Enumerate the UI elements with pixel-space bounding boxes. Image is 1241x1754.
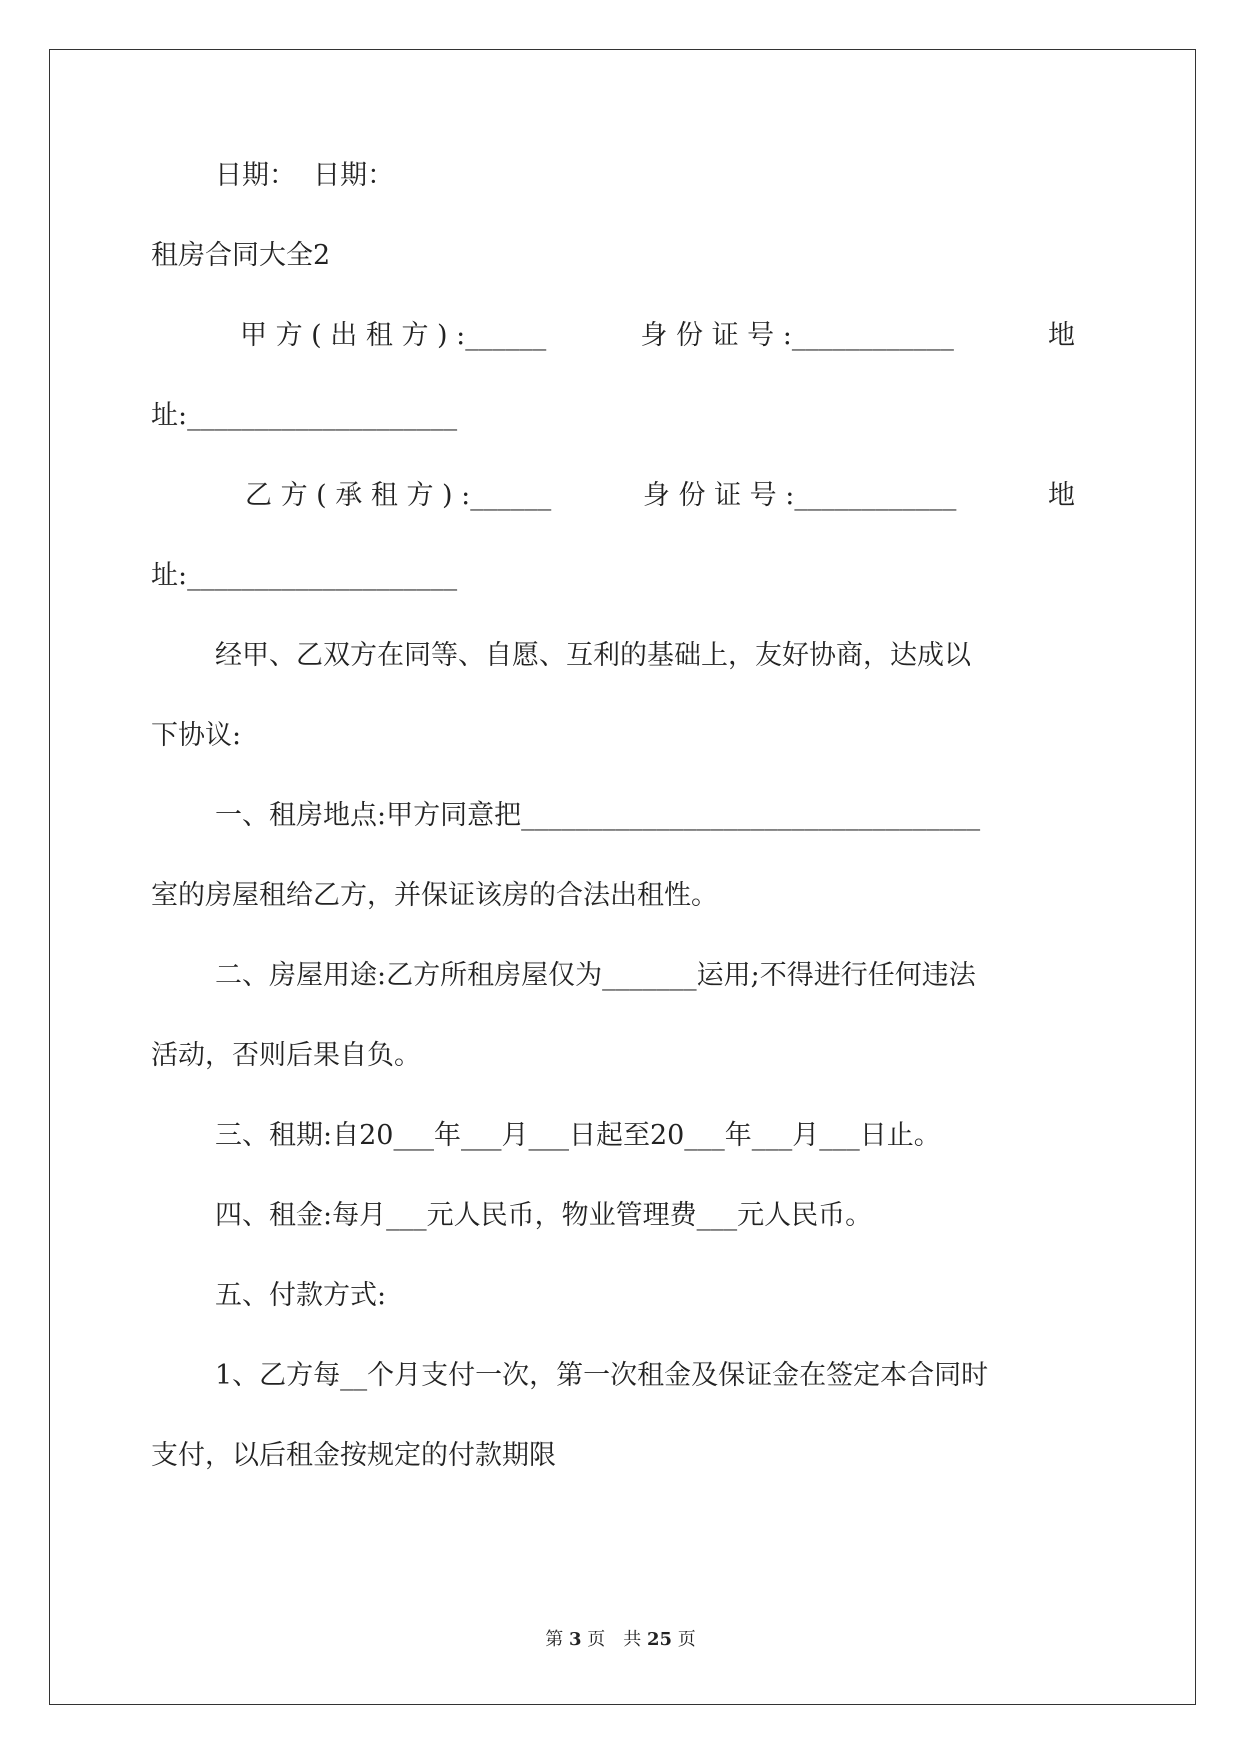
section-title: 租房合同大全2	[151, 240, 331, 271]
footer-page-total: 25	[646, 1629, 673, 1650]
party-b-address: 址:____________________	[151, 560, 458, 591]
footer-page-number: 3	[568, 1629, 582, 1650]
clause-3: 三、租期:自20___年___月___日起至20___年___月___日止。	[215, 1120, 941, 1151]
party-a-line	[240, 316, 1075, 356]
party-a-address: 址:____________________	[151, 400, 458, 431]
clause-4: 四、租金:每月___元人民币，物业管理费___元人民币。	[215, 1200, 873, 1231]
footer-middle: 页 共	[587, 1629, 642, 1650]
page-footer	[0, 1628, 1241, 1652]
clause-5-1-line-1: 1、乙方每__个月支付一次，第一次租金及保证金在签定本合同时	[215, 1360, 989, 1391]
date-line: 日期： 日期：	[215, 160, 395, 191]
clause-1-line-1: 一、租房地点:甲方同意把__________________________________	[215, 800, 981, 831]
clause-5-1-line-2: 支付，以后租金按规定的付款期限	[151, 1440, 556, 1471]
clause-1-line-2: 室的房屋租给乙方，并保证该房的合法出租性。	[151, 880, 718, 911]
party-b-id: 身 份 证 号 :____________	[642, 480, 957, 511]
clause-2-line-2: 活动，否则后果自负。	[151, 1040, 421, 1071]
party-a-addr-start: 地	[1048, 320, 1075, 351]
footer-prefix: 第	[545, 1629, 564, 1650]
party-b-label: 乙 方 ( 承 租 方 ) :______	[245, 480, 552, 511]
footer-suffix: 页	[677, 1629, 696, 1650]
party-b-addr-start: 地	[1048, 480, 1075, 511]
party-a-id: 身 份 证 号 :____________	[640, 320, 954, 351]
clause-5-heading: 五、付款方式:	[215, 1280, 387, 1311]
intro-line-1: 经甲、乙双方在同等、自愿、互利的基础上，友好协商，达成以	[215, 640, 971, 671]
clause-2-line-1: 二、房屋用途:乙方所租房屋仅为_______运用;不得进行任何违法	[215, 960, 976, 991]
party-b-line	[245, 476, 1075, 516]
intro-line-2: 下协议:	[151, 720, 242, 751]
party-a-label: 甲 方 ( 出 租 方 ) :______	[240, 320, 547, 351]
